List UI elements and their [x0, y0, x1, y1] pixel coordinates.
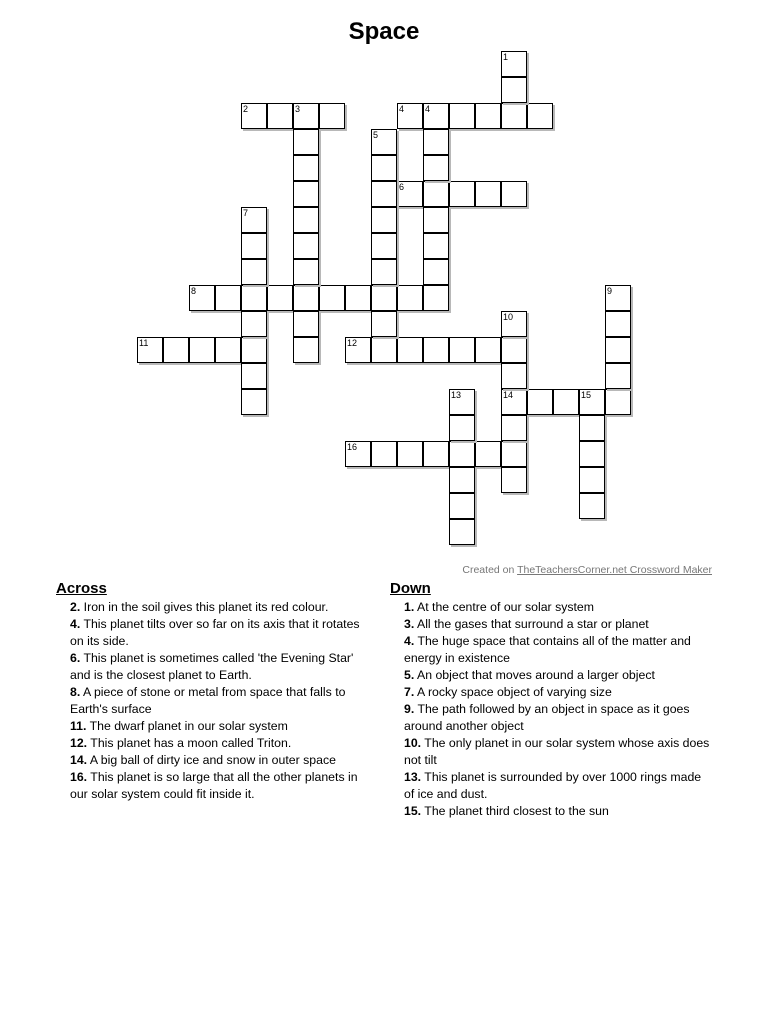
grid-cell[interactable] [553, 389, 579, 415]
down-clue [390, 633, 710, 667]
down-clue [390, 599, 710, 616]
clue-number: 1. [404, 600, 415, 614]
grid-cell[interactable] [579, 441, 605, 467]
across-clue [56, 752, 376, 769]
cell-number: 8 [191, 286, 197, 296]
across-clue-list [56, 599, 376, 803]
grid-cell[interactable] [371, 207, 397, 233]
grid-cell[interactable] [501, 441, 527, 467]
grid-cell[interactable] [501, 77, 527, 103]
down-clue [390, 769, 710, 803]
grid-cell[interactable] [475, 337, 501, 363]
grid-cell[interactable] [475, 103, 501, 129]
clue-text: An object that moves around a larger object [414, 668, 655, 682]
cell-number: 13 [451, 390, 462, 400]
grid-cell[interactable] [501, 467, 527, 493]
grid-cell[interactable] [319, 103, 345, 129]
clue-text: This planet is so large that all the other planets in our solar system could fit inside it. [70, 770, 358, 801]
grid-cell[interactable] [241, 337, 267, 363]
across-clue [56, 650, 376, 684]
clue-number: 11. [70, 719, 87, 733]
credit-prefix: Created on [462, 564, 518, 576]
grid-cell[interactable] [293, 233, 319, 259]
grid-cell[interactable] [605, 285, 631, 311]
grid-cell[interactable] [267, 103, 293, 129]
grid-cell[interactable] [501, 363, 527, 389]
grid-cell[interactable] [215, 285, 241, 311]
clue-number: 5. [404, 668, 415, 682]
clue-number: 15. [404, 804, 422, 818]
grid-cell[interactable] [371, 285, 397, 311]
grid-cell[interactable] [501, 311, 527, 337]
grid-cell[interactable] [423, 441, 449, 467]
clue-text: The path followed by an object in space as it goes around another object [404, 702, 690, 733]
across-clue [56, 599, 376, 616]
down-clues [390, 580, 710, 820]
clue-number: 4. [70, 617, 81, 631]
grid-cell[interactable] [371, 441, 397, 467]
grid-cell[interactable] [527, 389, 553, 415]
clue-number: 12. [70, 736, 88, 750]
grid-cell[interactable] [423, 103, 449, 129]
clue-number: 9. [404, 702, 415, 716]
grid-cell[interactable] [215, 337, 241, 363]
grid-cell[interactable] [449, 519, 475, 545]
across-clue [56, 616, 376, 650]
grid-cell[interactable] [449, 337, 475, 363]
grid-cell[interactable] [293, 103, 319, 129]
clue-text: This planet is surrounded by over 1000 rings made of ice and dust. [404, 770, 702, 801]
grid-cell[interactable] [241, 363, 267, 389]
down-clue [390, 667, 710, 684]
grid-cell[interactable] [423, 337, 449, 363]
clue-text: This planet is sometimes called 'the Evening Star' and is the closest planet to Earth. [70, 651, 354, 682]
grid-cell[interactable] [501, 389, 527, 415]
grid-cell[interactable] [501, 181, 527, 207]
down-heading: Down [390, 580, 431, 597]
grid-cell[interactable] [397, 285, 423, 311]
grid-cell[interactable] [293, 129, 319, 155]
cell-number: 9 [607, 286, 613, 296]
grid-cell[interactable] [605, 363, 631, 389]
grid-cell[interactable] [241, 233, 267, 259]
clue-text: A rocky space object of varying size [414, 685, 612, 699]
across-clue [56, 769, 376, 803]
grid-cell[interactable] [475, 441, 501, 467]
across-clue [56, 735, 376, 752]
grid-cell[interactable] [345, 441, 371, 467]
grid-cell[interactable] [501, 103, 527, 129]
grid-cell[interactable] [397, 103, 423, 129]
grid-cell[interactable] [293, 337, 319, 363]
grid-cell[interactable] [527, 103, 553, 129]
clue-number: 2. [70, 600, 81, 614]
cell-number: 4 [425, 104, 431, 114]
down-clue [390, 803, 710, 820]
clue-text: The only planet in our solar system whose axis does not tilt [404, 736, 710, 767]
grid-cell[interactable] [449, 103, 475, 129]
grid-cell[interactable] [449, 415, 475, 441]
cell-number: 10 [503, 312, 514, 322]
grid-cell[interactable] [423, 233, 449, 259]
across-clues [56, 580, 376, 803]
down-clue [390, 684, 710, 701]
grid-cell[interactable] [293, 207, 319, 233]
clue-number: 7. [404, 685, 415, 699]
grid-cell[interactable] [579, 389, 605, 415]
grid-cell[interactable] [241, 259, 267, 285]
grid-cell[interactable] [501, 51, 527, 77]
grid-cell[interactable] [293, 259, 319, 285]
clue-text: A piece of stone or metal from space that falls to Earth's surface [70, 685, 346, 716]
grid-cell[interactable] [371, 311, 397, 337]
grid-cell[interactable] [423, 207, 449, 233]
credit-line [462, 564, 712, 576]
clue-text: This planet tilts over so far on its axis that it rotates on its side. [70, 617, 360, 648]
grid-cell[interactable] [189, 285, 215, 311]
clue-text: A big ball of dirty ice and snow in outer space [87, 753, 336, 767]
grid-cell[interactable] [241, 207, 267, 233]
grid-cell[interactable] [501, 337, 527, 363]
grid-cell[interactable] [449, 441, 475, 467]
clue-text: This planet has a moon called Triton. [87, 736, 292, 750]
grid-cell[interactable] [423, 129, 449, 155]
grid-cell[interactable] [293, 181, 319, 207]
grid-cell[interactable] [397, 181, 423, 207]
grid-cell[interactable] [475, 181, 501, 207]
grid-cell[interactable] [579, 493, 605, 519]
clue-number: 14. [70, 753, 88, 767]
grid-cell[interactable] [605, 311, 631, 337]
grid-cell[interactable] [241, 285, 267, 311]
down-clue-list [390, 599, 710, 820]
down-clue [390, 616, 710, 633]
cell-number: 7 [243, 208, 249, 218]
across-clue [56, 684, 376, 718]
grid-cell[interactable] [423, 155, 449, 181]
grid-cell[interactable] [449, 493, 475, 519]
cell-number: 15 [581, 390, 592, 400]
grid-cell[interactable] [345, 337, 371, 363]
cell-number: 1 [503, 52, 509, 62]
grid-cell[interactable] [579, 467, 605, 493]
clue-text: The dwarf planet in our solar system [86, 719, 288, 733]
credit-link[interactable]: TheTeachersCorner.net Crossword Maker [517, 564, 712, 576]
grid-cell[interactable] [319, 285, 345, 311]
down-clue [390, 735, 710, 769]
clue-number: 10. [404, 736, 422, 750]
across-clue [56, 718, 376, 735]
grid-cell[interactable] [501, 415, 527, 441]
clue-text: Iron in the soil gives this planet its red colour. [80, 600, 329, 614]
grid-cell[interactable] [241, 311, 267, 337]
clue-number: 8. [70, 685, 81, 699]
clue-text: All the gases that surround a star or planet [414, 617, 649, 631]
grid-cell[interactable] [397, 441, 423, 467]
cell-number: 6 [399, 182, 405, 192]
clue-number: 13. [404, 770, 422, 784]
cell-number: 14 [503, 390, 514, 400]
grid-cell[interactable] [371, 337, 397, 363]
grid-cell[interactable] [371, 233, 397, 259]
grid-cell[interactable] [293, 311, 319, 337]
grid-cell[interactable] [423, 285, 449, 311]
clue-text: The planet third closest to the sun [421, 804, 609, 818]
clue-text: The huge space that contains all of the matter and energy in existence [404, 634, 691, 665]
cell-number: 12 [347, 338, 358, 348]
clue-number: 3. [404, 617, 415, 631]
clue-number: 4. [404, 634, 415, 648]
grid-cell[interactable] [345, 285, 371, 311]
grid-cell[interactable] [397, 337, 423, 363]
cell-number: 16 [347, 442, 358, 452]
clue-number: 16. [70, 770, 88, 784]
grid-cell[interactable] [267, 285, 293, 311]
clue-number: 6. [70, 651, 81, 665]
cell-number: 11 [139, 338, 149, 348]
grid-cell[interactable] [371, 129, 397, 155]
grid-cell[interactable] [449, 467, 475, 493]
grid-cell[interactable] [449, 389, 475, 415]
grid-cell[interactable] [293, 155, 319, 181]
grid-cell[interactable] [241, 103, 267, 129]
across-heading: Across [56, 580, 107, 597]
cell-number: 5 [373, 130, 379, 140]
page-title: Space [348, 18, 420, 45]
grid-cell[interactable] [605, 389, 631, 415]
grid-cell[interactable] [293, 285, 319, 311]
grid-cell[interactable] [579, 415, 605, 441]
cell-number: 3 [295, 104, 301, 114]
grid-cell[interactable] [423, 181, 449, 207]
grid-cell[interactable] [371, 259, 397, 285]
grid-cell[interactable] [163, 337, 189, 363]
grid-cell[interactable] [137, 337, 163, 363]
grid-cell[interactable] [371, 155, 397, 181]
cell-number: 4 [399, 104, 405, 114]
down-clue [390, 701, 710, 735]
grid-cell[interactable] [371, 181, 397, 207]
grid-cell[interactable] [423, 259, 449, 285]
grid-cell[interactable] [241, 389, 267, 415]
cell-number: 2 [243, 104, 249, 114]
grid-cell[interactable] [605, 337, 631, 363]
clue-text: At the centre of our solar system [414, 600, 595, 614]
grid-cell[interactable] [449, 181, 475, 207]
grid-cell[interactable] [189, 337, 215, 363]
